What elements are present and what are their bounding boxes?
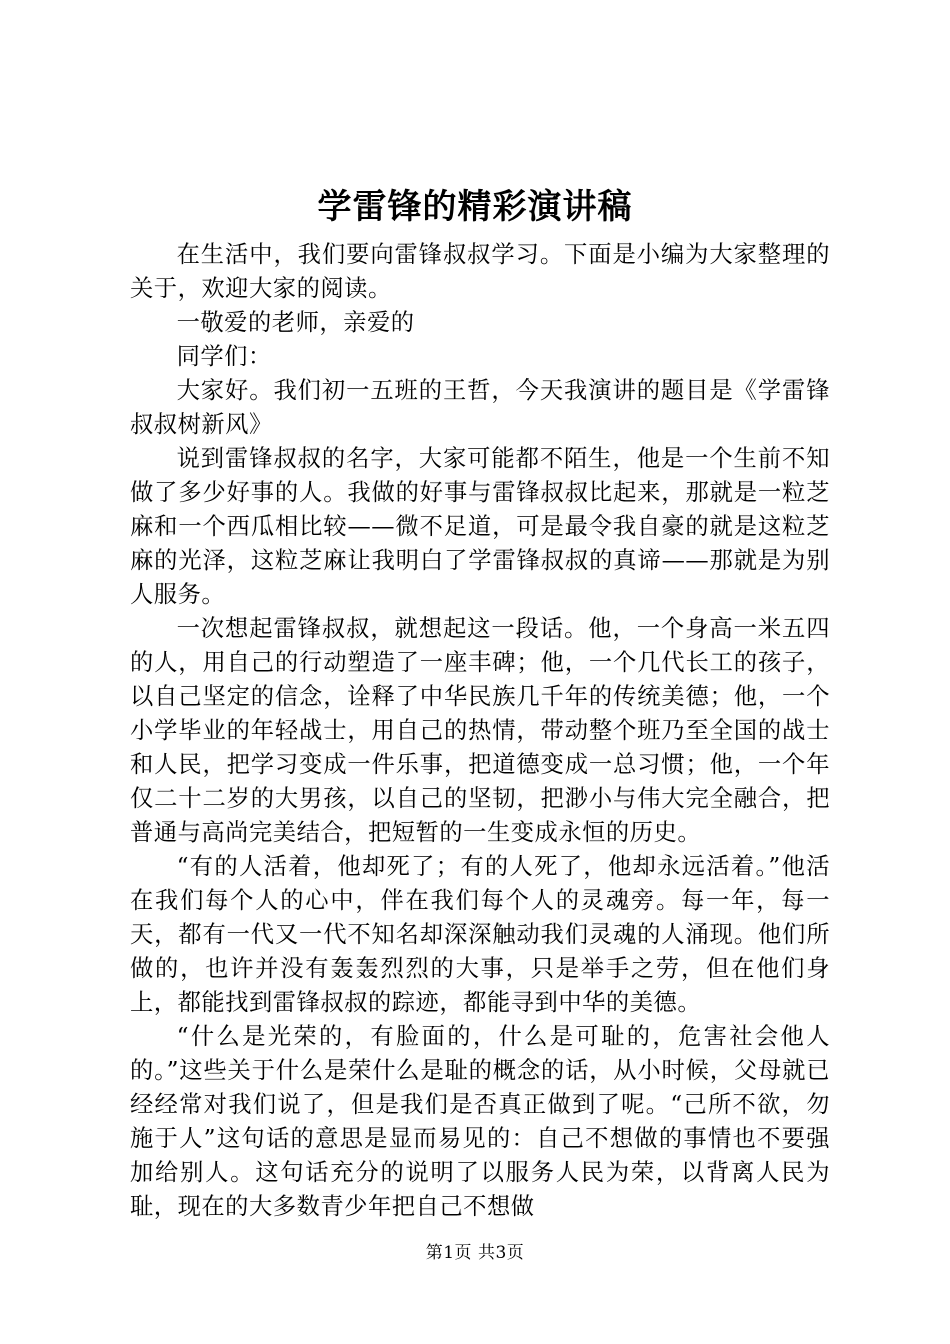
paragraph-body-2: 一次想起雷锋叔叔，就想起这一段话。他，一个身高一米五四的人，用自己的行动塑造了一座丰碑；他，一个几代长工的孩子，以自己坚定的信念，诠释了中华民族几千年的传统美德；他，一个小学毕业的年轻战士，用自己的热情，带动整个班乃至全国的战士和人民，把学习变成一件乐事，把道德变成一总习惯；他，一个年仅二十二岁的大男孩，以自己的坚韧，把渺小与伟大完全融合，把普通与高尚完美结合，把短暂的一生变成永恒的历史。 — [130, 615, 830, 846]
paragraph-body-3: “有的人活着，他却死了；有的人死了，他却永远活着。”他活在我们每个人的心中，伴在我们每个人的灵魂旁。每一年，每一天，都有一代又一代不知名却深深触动我们灵魂的人涌现。他们所做的，也许并没有轰轰烈烈的大事，只是举手之劳，但在他们身上，都能找到雷锋叔叔的踪迹，都能寻到中华的美德。 — [130, 853, 830, 1016]
paragraph-greeting-2: 同学们： — [176, 343, 272, 370]
paragraph-body-1: 说到雷锋叔叔的名字，大家可能都不陌生，他是一个生前不知做了多少好事的人。我做的好事与雷锋叔叔比起来，那就是一粒芝麻和一个西瓜相比较——微不足道，可是最令我自豪的就是这粒芝麻的光泽，这粒芝麻让我明白了学雷锋叔叔的真谛——那就是为别人服务。 — [130, 445, 830, 608]
paragraph-intro: 在生活中，我们要向雷锋叔叔学习。下面是小编为大家整理的关于，欢迎大家的阅读。 — [130, 241, 830, 302]
document-body — [130, 238, 830, 1224]
paragraph-opening: 大家好。我们初一五班的王哲，今天我演讲的题目是《学雷锋叔叔树新风》 — [130, 377, 830, 438]
paragraph-greeting-1: 一敬爱的老师，亲爱的 — [176, 309, 415, 336]
paragraph-body-4: “什么是光荣的，有脸面的，什么是可耻的，危害社会他人的。”这些关于什么是荣什么是耻的概念的话，从小时候，父母就已经经常对我们说了，但是我们是否真正做到了呢。“己所不欲，勿施于人”这句话的意思是显而易见的：自己不想做的事情也不要强加给别人。这句话充分的说明了以服务人民为荣，以背离人民为耻，现在的大多数青少年把自己不想做 — [130, 1023, 830, 1220]
page-number-footer: 第1页 共3页 — [425, 1243, 525, 1263]
document-title: 学雷锋的精彩演讲稿 — [317, 187, 633, 227]
